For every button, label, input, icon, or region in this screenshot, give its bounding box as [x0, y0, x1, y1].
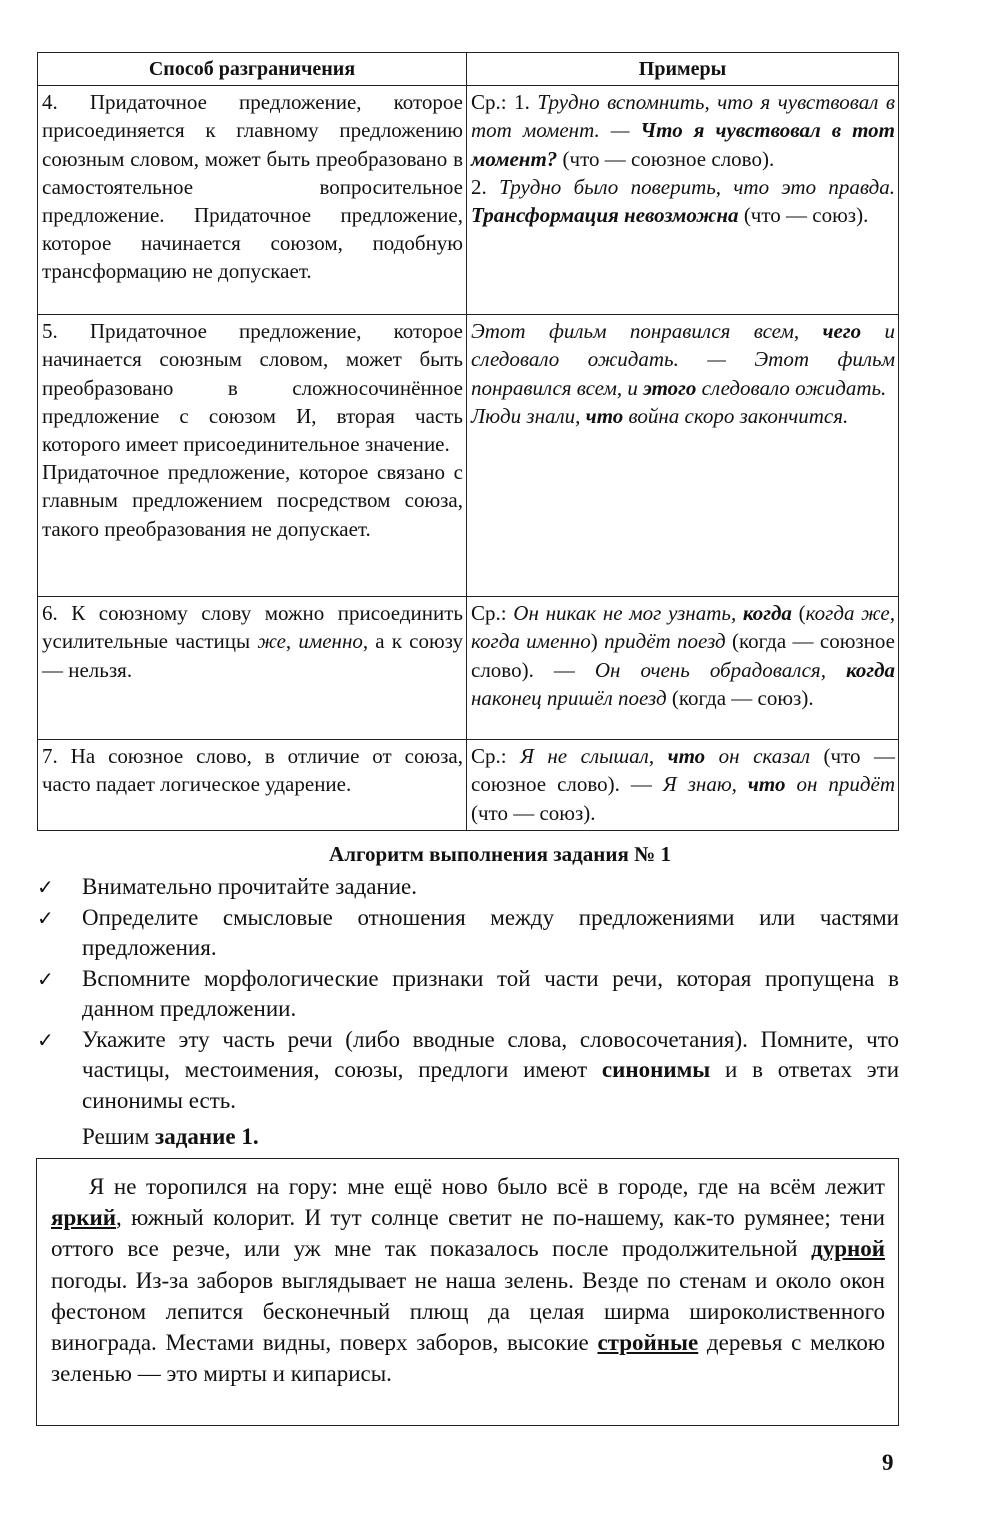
- list-item: ✓ Внимательно прочитайте задание.: [37, 872, 899, 903]
- checkmark-icon: ✓: [37, 966, 54, 991]
- passage-box: [36, 1158, 899, 1426]
- header-examples: Примеры: [467, 53, 899, 86]
- comparison-table: [37, 52, 899, 831]
- rule-4-example-2: 2. Трудно было поверить, что это правда. Трансформация невозможна (что — союз).: [471, 174, 895, 228]
- table-row: [38, 86, 899, 315]
- rule-5-text: 5. Придаточное предложение, которое начинается союзным словом, может быть преобразовано в сложносочинённое предложение с союзом И, вторая часть которого имеет присоединительное значение. Придаточное предложение, которое связано с главным предложением посредством союза, такого преобразования не допускает.: [38, 315, 467, 597]
- checkmark-icon: ✓: [37, 1027, 54, 1052]
- checkmark-icon: ✓: [37, 875, 54, 899]
- rule-6-text: 6. К союзному слову можно присоединить усилительные частицы же, именно, а к союзу — нельзя.: [38, 597, 467, 740]
- highlighted-word: стройные: [597, 1330, 699, 1356]
- passage-text: Я не торопился на гору: мне ещё ново было всё в городе, где на всём лежит яркий, южный колорит. И тут солнце светит не по-нашему, как-то румянее; тени оттого все резче, или уж мне так показалось после продолжительной дурной погоды. Из-за заборов выглядывает не наша зелень. Везде по стенам и около окон фестоном лепится бесконечный плющ да целая ширма широколиственного винограда. Местами видны, поверх заборов, высокие стройные деревья с мелкою зеленью — это мирты и кипарисы.: [51, 1174, 886, 1387]
- algorithm-list: [37, 872, 899, 1116]
- checkmark-icon: ✓: [37, 905, 54, 930]
- list-item: ✓ Укажите эту часть речи (либо вводные слова, словосочетания). Помните, что частицы, местоимения, союзы, предлоги имеют синонимы и в ответах эти синонимы есть.: [37, 1026, 900, 1113]
- rule-6-examples: Ср.: Он никак не мог узнать, когда (когда же, когда именно) придёт поезд (когда — союзное слово). — Он очень обрадовался, когда наконец пришёл поезд (когда — союз).: [467, 597, 899, 740]
- highlighted-word: дурной: [811, 1236, 885, 1262]
- list-item: ✓ Вспомните морфологические признаки той части речи, которая пропущена в данном предложении.: [37, 965, 899, 1021]
- highlighted-word: яркий: [51, 1205, 116, 1231]
- list-item: ✓ Определите смысловые отношения между предложениями или частями предложения.: [37, 904, 899, 960]
- solve-heading: Решим задание 1.: [82, 1124, 259, 1149]
- table-header-row: [38, 53, 899, 86]
- page-number: 9: [882, 1450, 894, 1475]
- algorithm-title: Алгоритм выполнения задания № 1: [329, 842, 671, 866]
- table-row: [38, 597, 899, 740]
- rule-7-text: 7. На союзное слово, в отличие от союза, часто падает логическое ударение.: [38, 740, 467, 831]
- rule-4-text: 4. Придаточное предложение, которое присоединяется к главному предложению союзным словом, может быть преобразовано в самостоятельное вопросительное предложение. Придаточное предложение, которое начинается союзом, подобную трансформацию не допускает.: [38, 86, 467, 315]
- rule-7-examples: Ср.: Я не слышал, что он сказал (что — союзное слово). — Я знаю, что он придёт (что — союз).: [467, 740, 899, 831]
- rule-5-examples: Этот фильм понравился всем, чего и следовало ожидать. — Этот фильм понравился всем, и этого следовало ожидать. Люди знали, что война скоро закончится.: [467, 315, 899, 597]
- rule-4-examples: Ср.: 1. Трудно вспомнить, что я чувствовал в тот момент. — Что я чувствовал в тот момент? (что — союзное слово). 2. Трудно было поверить, что это правда. Трансформация невозможна (что — союз).: [467, 86, 899, 315]
- header-method: Способ разграничения: [38, 53, 467, 86]
- table-row: [38, 740, 899, 831]
- table-row: [38, 315, 899, 597]
